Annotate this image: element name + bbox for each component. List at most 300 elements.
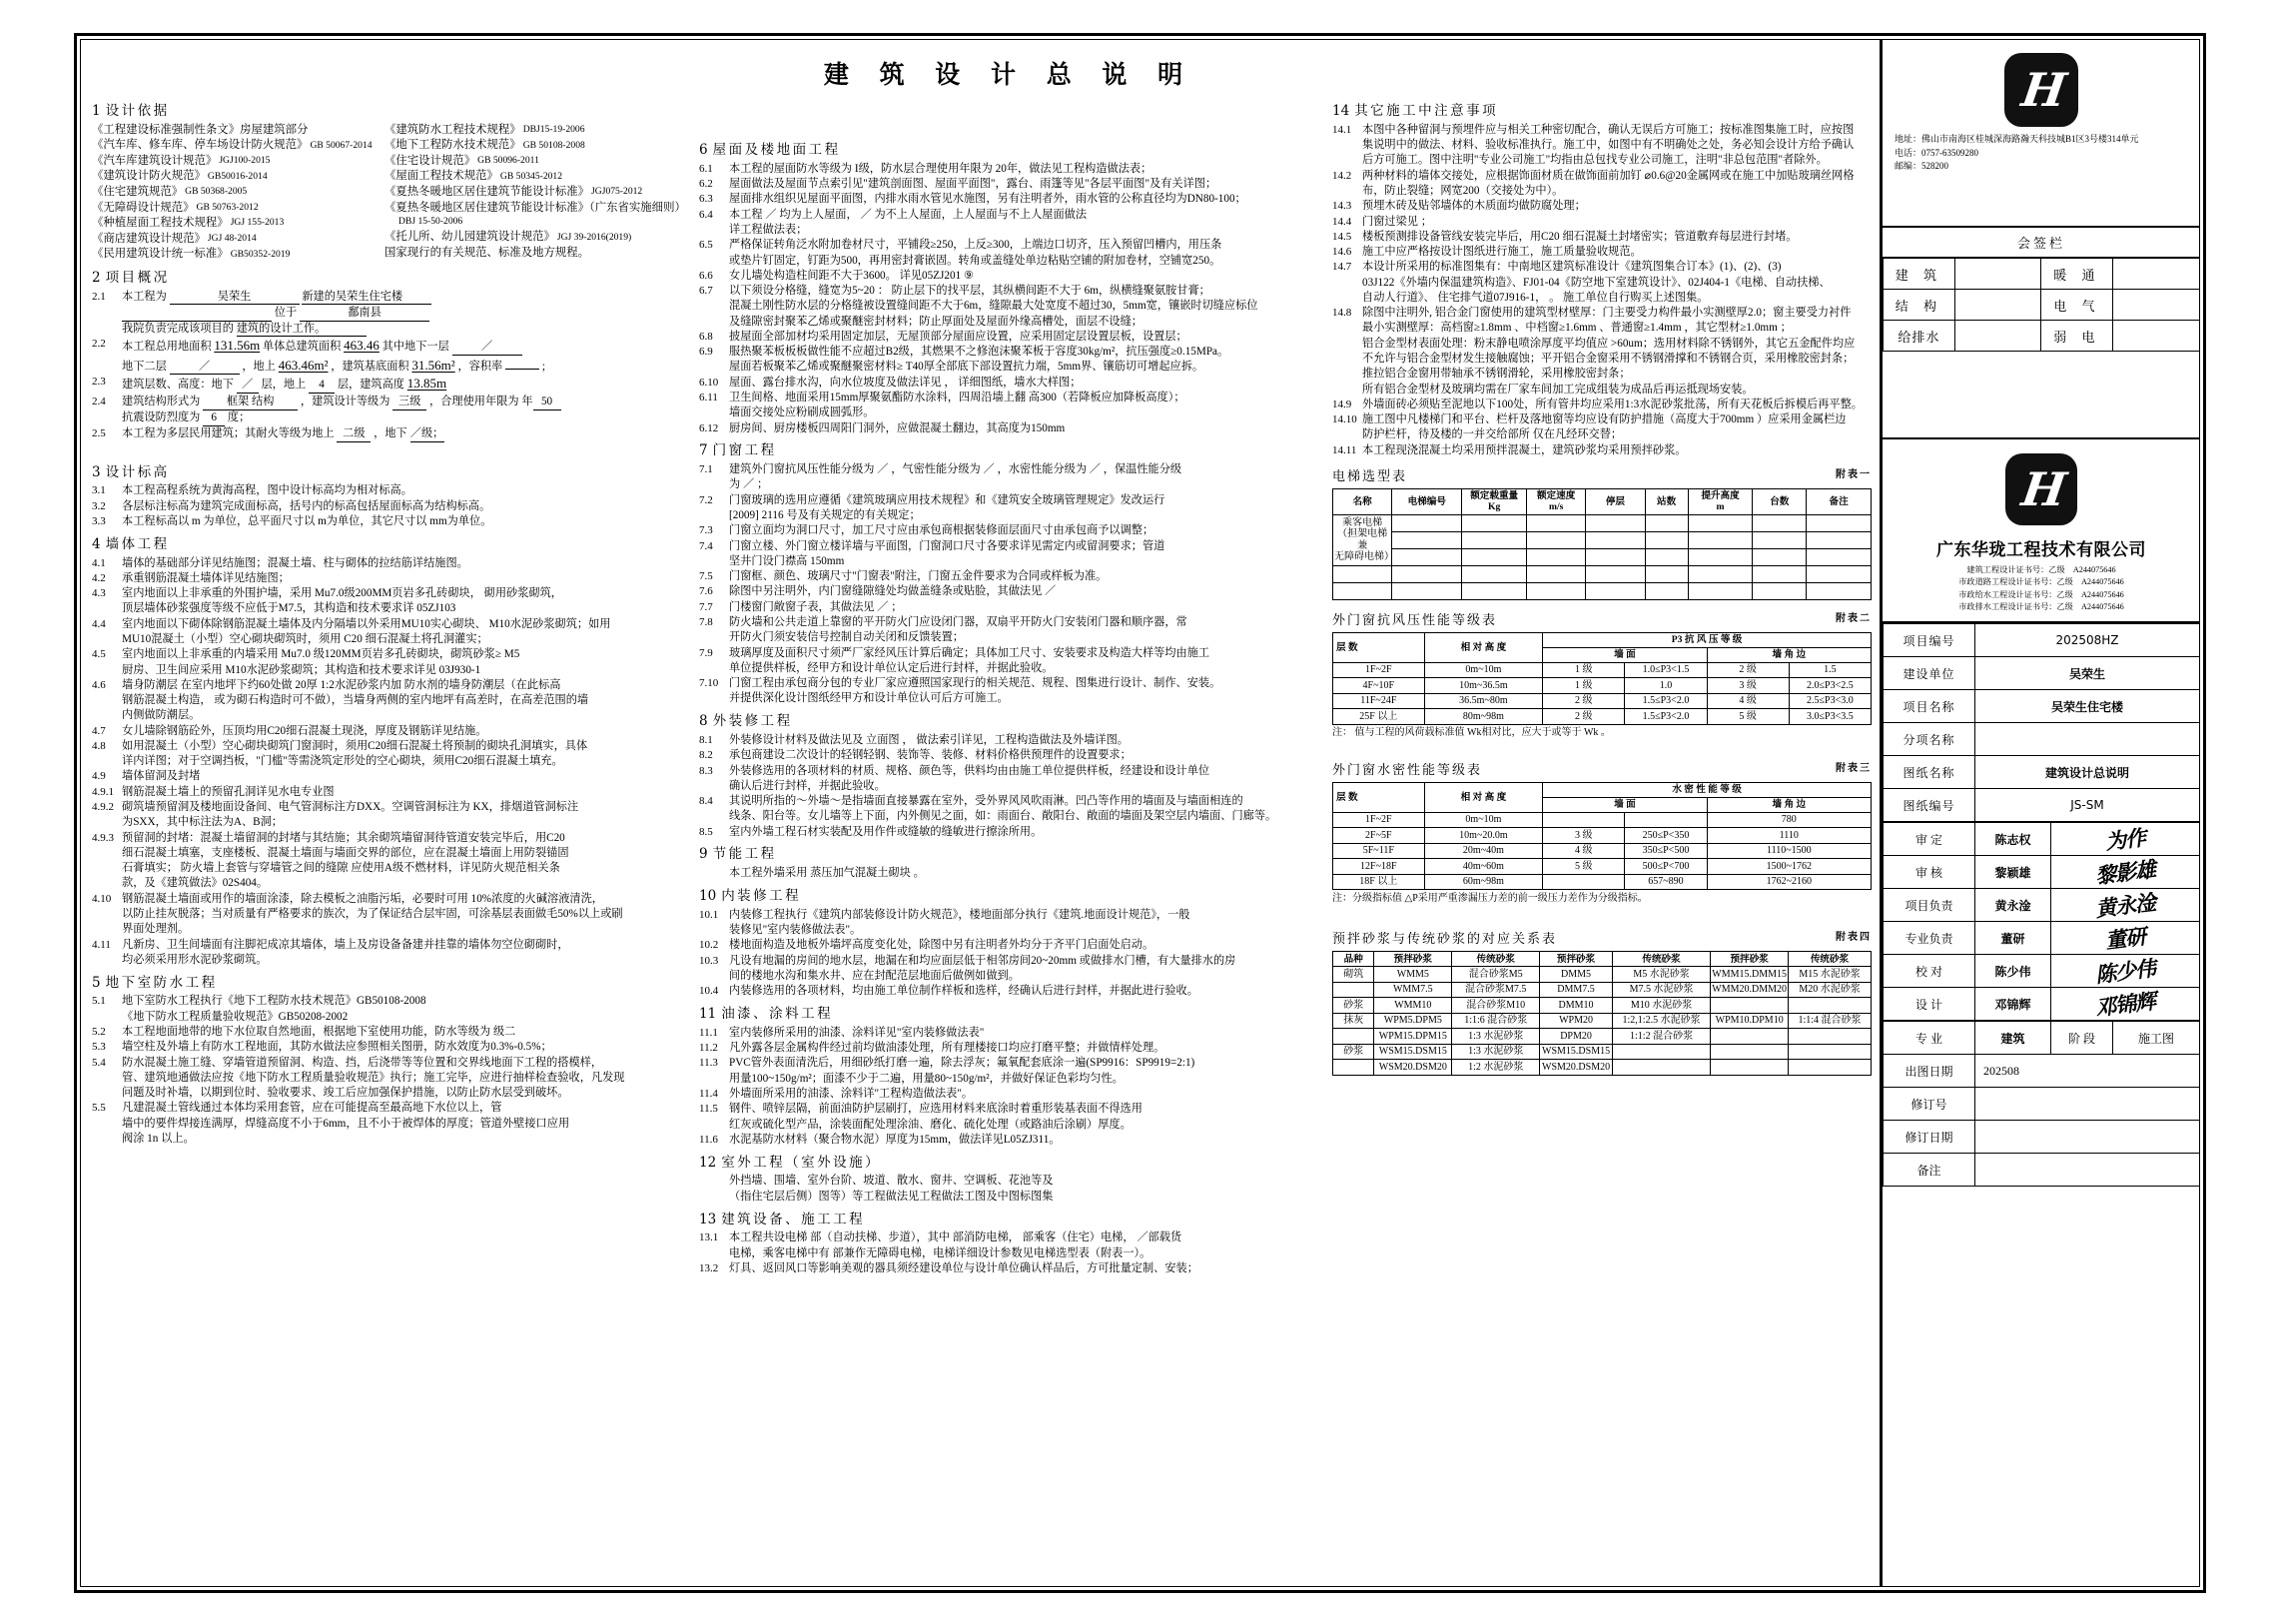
paint-list	[699, 1026, 1318, 1148]
table-cell[interactable]	[1586, 565, 1645, 582]
table-cell: 混合砂浆M10	[1452, 998, 1540, 1014]
table-cell[interactable]	[1807, 531, 1872, 548]
table-cell[interactable]	[1527, 565, 1586, 582]
list-item-text: 问题及时补墙，以期到位时、验收要求、竣工后应加强保护措施，以防止防水层受到破坏。	[122, 1087, 569, 1100]
table-cell[interactable]	[1688, 565, 1753, 582]
signature-mark[interactable]	[2051, 856, 2200, 889]
table-cell[interactable]	[1807, 548, 1872, 565]
table-cell[interactable]	[1753, 514, 1807, 531]
list-item-number: 7.4	[699, 539, 713, 552]
list-item	[1332, 184, 1872, 199]
table-cell: 5F~11F	[1333, 843, 1425, 859]
list-item-text: 本工程共设电梯 部（自动扶梯、步道），其中 部消防电梯， 部乘客（住宅）电梯， ／部载货	[729, 1231, 1182, 1244]
list-item	[92, 1101, 691, 1116]
list-item-text: 本设计所采用的标准图集有：中南地区建筑标准设计《建筑图集合订本》(1)、(2)、(3)	[1362, 261, 1782, 274]
table-header-cell: P3 抗 风 压 等 级	[1543, 632, 1872, 647]
table-row	[1333, 874, 1872, 890]
list-item	[92, 1025, 691, 1040]
list-item-text: 顶层墙体砂浆强度等级不应低于M7.5，其构造和技术要求详 05ZJ103	[122, 602, 456, 615]
table-cell: 1:1:6 混合砂浆	[1452, 1013, 1540, 1029]
elevator-table-title: 附表一 电梯选型表	[1332, 468, 1872, 484]
signature-mark[interactable]	[2051, 988, 2200, 1021]
countersign-elec-label: 电 气	[2041, 290, 2113, 321]
table-row	[1884, 756, 2200, 789]
table-row	[1333, 1044, 1872, 1060]
list-item-text: 铝合金型材表面处理：粉末静电喷涂厚度平均值应 >60um；选用材料除不锈钢外，其它五金配件均应	[1362, 337, 1856, 350]
list-item-text: 石膏填实； 防火墙上套管与穿墙管之间的缝隙 应使用A级不燃材料，详见防火规范相关条	[122, 862, 560, 875]
list-item	[699, 923, 1318, 938]
company-logo-icon: H	[2004, 53, 2078, 127]
table-cell: 1:2,1:2.5 水泥砂浆	[1612, 1013, 1710, 1029]
standard-item: DBJ 15-50-2006	[398, 216, 463, 228]
table-cell: 1.0≤P3<1.5	[1625, 662, 1707, 678]
list-item-text: 阀涂 1n 以上。	[122, 1132, 195, 1145]
table-cell[interactable]	[1807, 514, 1872, 531]
list-item-text: 03J122《外墙内保温建筑构造》、FJ01-04《防空地下室建筑设计》、02J404-1《电梯、自动扶梯、	[1362, 276, 1831, 289]
list-item	[699, 1056, 1318, 1071]
table-header-row	[1333, 632, 1872, 647]
list-item-text: 《地下防水工程质量验收规范》GB50208-2002	[122, 1010, 349, 1023]
table-cell[interactable]	[1688, 582, 1753, 599]
list-item-number: 4.9.3	[92, 831, 114, 844]
value-remark[interactable]	[1975, 1154, 2200, 1187]
signature-table	[1883, 822, 2200, 1021]
list-item	[699, 809, 1318, 824]
table-cell	[1789, 1029, 1872, 1045]
table-cell: DMM5	[1540, 967, 1613, 983]
list-item-text: 门楼窗门敞窗子表，其做法见 ／ ；	[729, 600, 903, 613]
list-item-text: 间的楼地水沟和集水井、应在封配范层地面后做例如做到。	[729, 970, 1020, 982]
stage-table	[1883, 1021, 2200, 1187]
table-row	[1884, 789, 2200, 822]
table-cell[interactable]	[1462, 582, 1527, 599]
list-item-number: 14.5	[1332, 230, 1352, 243]
signature-role-label: 审 定	[1884, 823, 1975, 856]
list-item-text: 门窗框、颜色、玻璃尺寸"门窗表"附注，门窗五金件要求为合同或样板为准。	[729, 570, 1108, 583]
list-item-number	[1332, 184, 1362, 199]
list-item-number	[1332, 291, 1362, 306]
list-item-text: 内装修工程执行《建筑内部装修设计防火规范》，楼地面部分执行《建筑.地面设计规范》，一般	[729, 908, 1190, 921]
table-row	[1884, 321, 2200, 352]
list-item	[699, 600, 1318, 615]
table-row	[1884, 290, 2200, 321]
list-item	[1332, 367, 1872, 382]
table-cell	[1711, 1029, 1789, 1045]
handwritten-signature-icon: 董研	[2103, 923, 2147, 954]
table-cell[interactable]	[1462, 514, 1527, 531]
list-item-text: 以下须设分格缝，缝宽为5~20 ： 防止层下的找平层，其纵横间距不大于 6m，纵横缝聚氨胺甘膏；	[729, 285, 1210, 298]
list-item	[699, 1041, 1318, 1056]
list-item	[699, 192, 1318, 207]
list-item-text: 屋面、露台排水沟，向水位坡度及做法详见 ， 详细图纸，墙水大样图；	[729, 376, 1082, 389]
table-cell[interactable]	[1688, 548, 1753, 565]
section-heading-wall-works: 4 墙体工程	[92, 535, 170, 552]
table-cell: 2 级	[1543, 693, 1625, 709]
signature-mark[interactable]	[2051, 955, 2200, 988]
table-cell	[1711, 1044, 1789, 1060]
table-cell[interactable]	[1392, 582, 1462, 599]
table-cell[interactable]	[1753, 548, 1807, 565]
list-item	[699, 376, 1318, 391]
table-row	[1333, 859, 1872, 875]
table-cell	[1789, 1044, 1872, 1060]
table-header-cell: 品种	[1333, 952, 1374, 967]
signature-mark[interactable]	[2051, 889, 2200, 922]
table-row	[1884, 1022, 2200, 1055]
signature-name: 陈少伟	[1975, 955, 2051, 988]
list-item-text: 凡外露各层金属构件经过前均做油漆处理，所有理楼接口均应打磨平整；并做情样处理。	[729, 1042, 1165, 1055]
table-cell[interactable]	[1688, 514, 1753, 531]
standard-item: 《屋面工程技术规范》 GB 50345-2012	[384, 170, 563, 183]
table-cell[interactable]	[1753, 531, 1807, 548]
list-item-number	[1332, 321, 1362, 336]
list-item	[92, 922, 691, 937]
list-item	[92, 1040, 691, 1055]
list-item	[699, 764, 1318, 779]
list-item-text: 预埋木砖及贴邻墙体的木质面均做防腐处理；	[1362, 200, 1586, 213]
signature-name: 黄永淦	[1975, 889, 2051, 922]
standard-item: 《建筑防水工程技术规程》 DBJ15-19-2006	[384, 123, 585, 136]
list-item	[699, 866, 1318, 881]
list-item	[699, 477, 1318, 492]
mortar-correspondence-table	[1332, 951, 1872, 1076]
countersign-hvac-value[interactable]	[2113, 259, 2200, 290]
table-cell[interactable]	[1586, 514, 1645, 531]
table-row	[1333, 1060, 1872, 1076]
list-item-text: 除图中另注明外，内门窗缝隙缝处均做盖缝条或贴脸，其做法见 ／	[729, 585, 1057, 598]
list-item-text: 外墙面所采用的油漆、涂料详"工程构造做法表"。	[729, 1088, 974, 1100]
list-item-number: 8.1	[699, 734, 713, 746]
list-item	[92, 861, 691, 876]
list-item	[699, 779, 1318, 794]
table-cell: 1:1:2 混合砂浆	[1612, 1029, 1710, 1045]
handwritten-signature-icon: 黎影雄	[2093, 856, 2157, 889]
list-item-number	[699, 630, 729, 645]
table-cell[interactable]	[1392, 548, 1462, 565]
meta-key-project-name: 项目名称	[1884, 690, 1975, 723]
list-item-number: 14.4	[1332, 215, 1352, 228]
list-item-number: 7.5	[699, 570, 713, 583]
table-cell[interactable]	[1333, 582, 1392, 599]
list-item-number	[699, 315, 729, 330]
list-item	[699, 938, 1318, 953]
countersign-elec-value[interactable]	[2113, 290, 2200, 321]
list-item	[92, 739, 691, 754]
section-heading-equipment: 13 建筑设备、施工工程	[699, 1211, 866, 1227]
table-cell[interactable]	[1645, 514, 1688, 531]
table-cell[interactable]	[1586, 582, 1645, 599]
table-cell[interactable]	[1807, 565, 1872, 582]
table-cell: 18F 以上	[1333, 874, 1425, 890]
list-item-text: 并提供深化设计图纸经甲方和设计单位认可后方可施工。	[729, 692, 1009, 705]
table-row	[1884, 624, 2200, 657]
table-cell[interactable]	[1392, 514, 1462, 531]
table-cell	[1625, 812, 1707, 828]
list-item	[1332, 215, 1872, 230]
table-cell	[1543, 874, 1625, 890]
table-row	[1884, 723, 2200, 756]
list-item-number: 6.4	[699, 208, 713, 221]
table-cell[interactable]	[1462, 565, 1527, 582]
table-cell[interactable]	[1527, 531, 1586, 548]
list-item-number: 13.1	[699, 1231, 719, 1244]
table-cell: 混合砂浆M7.5	[1452, 982, 1540, 998]
table-cell: 5 级	[1707, 709, 1789, 725]
list-item-text: 除图中注明外, 铝合金门窗使用的建筑型材壁厚：门主要受力构件最小实测壁厚2.0；窗主要受力衬件	[1362, 307, 1852, 320]
table-cell: 60m~98m	[1424, 874, 1543, 890]
list-item-text: 墙体留洞及封堵	[122, 770, 201, 783]
list-item-text: 承重钢筋混凝土墙体详见结施图；	[122, 571, 290, 584]
watertight-table-note: 注：分级指标值 △P采用严重渗漏压力差的前一级压力差作为分级指标。	[1332, 892, 1648, 904]
list-item-number: 4.9.1	[92, 785, 114, 798]
table-cell: WSM15.DSM15	[1374, 1044, 1452, 1060]
standard-item: 《托儿所、幼儿园建筑设计规范》 JGJ 39-2016(2019)	[384, 231, 632, 244]
table-row	[1333, 582, 1872, 599]
firm-name: 广东华珑工程技术有限公司	[1936, 540, 2146, 560]
standards-right	[384, 123, 691, 263]
list-item-number	[92, 876, 122, 891]
table-cell[interactable]	[1586, 531, 1645, 548]
table-row	[1333, 1013, 1872, 1029]
windpressure-table-block	[1332, 612, 1872, 740]
table-cell	[1711, 1060, 1789, 1076]
list-item	[699, 1118, 1318, 1133]
table-cell: 砂浆	[1333, 998, 1374, 1014]
table-header-cell: 墙 面	[1543, 647, 1707, 662]
mortar-table-block	[1332, 931, 1872, 1076]
table-cell: 10m~20.0m	[1424, 828, 1543, 844]
list-item	[699, 508, 1318, 523]
handwritten-signature-icon: 为作	[2103, 824, 2147, 855]
list-item-number	[699, 866, 729, 881]
list-item-number	[699, 923, 729, 938]
list-item: 3.1 本工程高程系统为黄海高程，图中设计标高均为相对标高。	[92, 484, 412, 497]
table-cell[interactable]	[1753, 565, 1807, 582]
table-cell[interactable]	[1462, 531, 1527, 548]
list-item	[92, 1056, 691, 1071]
list-item-text: 混凝土刚性防水层的分格缝被设置缝间距不大于6m，缝隙最大处宽度不超过30，5mm宽，镶嵌时切缝应标位	[729, 300, 1258, 313]
list-item	[92, 754, 691, 769]
list-item-number	[699, 1118, 729, 1133]
section-heading-roof-floor: 6 屋面及楼地面工程	[699, 142, 841, 158]
list-item-text: 及缝隙密封聚苯乙烯或聚醚密封材料；防止厚面处及屋面外缘高槽处，面层不设缝；	[729, 315, 1142, 328]
table-header-cell: 传统砂浆	[1452, 952, 1540, 967]
list-item-number	[699, 1072, 729, 1087]
list-item-text: 女儿墙处构造柱间距不大于3600。 详见05ZJ201 ⑨	[729, 269, 974, 282]
section-heading-construction-notes: 14 其它施工中注意事项	[1332, 103, 1499, 119]
list-item-text: 坚井门设门襟高 150mm	[729, 554, 845, 567]
list-item-number	[1332, 367, 1362, 382]
list-item-number	[92, 815, 122, 830]
list-item	[699, 1230, 1318, 1245]
table-cell: 1500~1762	[1707, 859, 1871, 875]
meta-key-drawing-name: 图纸名称	[1884, 756, 1975, 789]
list-item	[699, 584, 1318, 599]
list-item	[699, 406, 1318, 420]
list-item-text: 本工程现浇混凝土均采用预拌混凝土，建筑砂浆均采用预拌砂浆。	[1362, 443, 1687, 456]
list-item	[1332, 306, 1872, 321]
list-item-number	[699, 691, 729, 706]
table-cell[interactable]	[1392, 565, 1462, 582]
list-item-text: 施工中应严格按设计图纸进行施工，施工质量验收规范。	[1362, 246, 1642, 259]
table-cell[interactable]	[1527, 514, 1586, 531]
table-cell: WSM20.DSM20	[1374, 1060, 1452, 1076]
value-revision-number[interactable]	[1975, 1088, 2200, 1121]
list-item-text: 室内地面以下砌体除钢筋混凝土墙体及内分隔墙以外采用MU10实心砌块、 M10水泥砂浆砌筑；如用	[122, 617, 611, 630]
list-item-number	[699, 223, 729, 238]
table-header-cell: 相 对 高 度	[1424, 782, 1543, 812]
table-cell[interactable]	[1688, 531, 1753, 548]
list-item-text: 墙身防潮层 在室内地坪下约60处做 20厚 1:2水泥砂浆内加 防水剂的墙身防潮层（在此标高	[122, 678, 561, 691]
signature-role-label: 项目负责	[1884, 889, 1975, 922]
overview-2-5: 2.5 本工程为多层民用建筑；其耐火等级为地上 二级 ，地下 ／级；	[92, 426, 691, 442]
list-item-number: 6.9	[699, 346, 713, 359]
column-two	[699, 96, 1318, 1276]
list-item-number: 5.3	[92, 1041, 106, 1054]
list-item-text: 施工图中凡楼梯门和平台、栏杆及落地窗等均应设有防护措施（高度大于700mm ）应采用金属栏边	[1362, 413, 1847, 426]
list-item	[699, 254, 1318, 269]
signature-mark[interactable]	[2051, 823, 2200, 856]
list-item-number: 7.3	[699, 524, 713, 537]
list-item-number: 8.4	[699, 795, 713, 808]
countersign-struct-value[interactable]	[1954, 290, 2041, 321]
list-item	[1332, 427, 1872, 442]
standard-item: 《无障碍设计规范》 GB 50763-2012	[92, 201, 259, 214]
table-cell[interactable]	[1527, 582, 1586, 599]
list-item-number	[92, 601, 122, 616]
section-heading-design-levels: 3 设计标高	[92, 463, 170, 480]
list-item-text: 防火墙和公共走道上靠窗的平开防火门应设闭门器，双扇平开防火门安装闭门器和顺序器，常	[729, 616, 1187, 628]
signature-mark[interactable]	[2051, 922, 2200, 955]
overview-2-4b: 抗震设防烈度为 6 度；	[122, 410, 691, 426]
table-cell: 1.5≤P3<2.0	[1625, 693, 1707, 709]
table-cell[interactable]	[1645, 531, 1688, 548]
list-item-text: 凡建混凝土管线通过本体均采用套管，应在可能提高至最高地下水位以上，管	[122, 1102, 502, 1115]
list-item-number: 7.2	[699, 493, 713, 506]
basement-waterproof-list	[92, 994, 691, 1146]
section-heading-exterior-finish: 8 外装修工程	[699, 713, 793, 730]
list-item-text: 两种材料的墙体交接处，应根据饰面材质在做饰面前加钉 ⌀0.6@20金属网或在施工中加贴玻璃丝网格	[1362, 169, 1855, 182]
list-item	[1332, 383, 1872, 398]
table-cell: 2 级	[1543, 709, 1625, 725]
table-cell: 1:3 水泥砂浆	[1452, 1029, 1540, 1045]
list-item	[92, 1132, 691, 1147]
list-item	[699, 954, 1318, 969]
page-title: 建 筑 设 计 总 说 明	[823, 60, 1194, 89]
table-row	[1884, 889, 2200, 922]
table-cell: M20 水泥砂浆	[1789, 982, 1872, 998]
elevator-selection-table	[1332, 488, 1872, 600]
project-meta-table	[1883, 623, 2200, 822]
list-item-text: 建筑外门窗抗风压性能分级为 ／ ，气密性能分级为 ／ ，水密性能分级为 ／ ，保温性能分级	[729, 463, 1182, 476]
list-item-text: 如用混凝土（小型）空心砌块砌筑门窗洞时，须用C20细石混凝土将预制的砌块孔洞填实，具体	[122, 739, 588, 752]
list-item	[92, 953, 691, 968]
table-cell[interactable]	[1392, 531, 1462, 548]
table-cell[interactable]	[1586, 548, 1645, 565]
list-item-text: 屋面排水组织见屋面平面图，内排水雨水管见水施图，另有注明者外，雨水管的公称直径均为DN80-100；	[729, 193, 1246, 206]
list-item: 3.3 本工程标高以 m 为单位，总平面尺寸以 m为单位，其它尺寸以 mm为单位。	[92, 514, 492, 527]
table-row	[1333, 843, 1872, 859]
list-item-number: 6.2	[699, 178, 713, 191]
signature-role-label: 专业负责	[1884, 922, 1975, 955]
overview-2-2: 2.2 本工程总用地面积 131.56m 单体总建筑面积 463.46 其中地下一层 ／	[92, 337, 691, 356]
value-stage: 施工图	[2113, 1022, 2200, 1055]
list-item-number: 14.2	[1332, 169, 1352, 182]
list-item-number: 8.2	[699, 749, 713, 762]
list-item	[699, 523, 1318, 538]
label-revision-date: 修订日期	[1884, 1121, 1975, 1154]
list-item-text: 本工程 ／ 均为上人屋面， ／ 为不上人屋面，上人屋面与不上人屋面做法	[729, 208, 1088, 221]
list-item	[699, 984, 1318, 999]
elevator-table-block	[1332, 468, 1872, 600]
handwritten-signature-icon: 邓锦辉	[2093, 988, 2157, 1021]
list-item-text: 屋面若板聚苯乙烯或聚醚聚密材料≥ T40厚全部底下部设置抗力端，5mm界、镶筋切可增起应拆。	[729, 361, 1204, 374]
table-header-cell: 台数	[1753, 488, 1807, 514]
list-item	[699, 330, 1318, 345]
list-item-number: 4.9	[92, 770, 106, 783]
list-item	[699, 360, 1318, 375]
list-item-number: 14.11	[1332, 443, 1357, 456]
list-item	[1332, 123, 1872, 138]
list-item-number	[92, 632, 122, 647]
table-cell[interactable]	[1807, 582, 1872, 599]
list-item-number: 14.3	[1332, 200, 1352, 213]
list-item-number	[1332, 352, 1362, 367]
countersign-plumb-value[interactable]	[1954, 321, 2041, 352]
list-item-text: 用量100~150g/m²；面漆不少于二遍，用量80~150g/m²，并做好保证色彩均匀性。	[729, 1072, 1124, 1085]
table-cell[interactable]	[1462, 548, 1527, 565]
section-heading-basement-waterproof: 5 地下室防水工程	[92, 974, 218, 991]
table-cell[interactable]	[1753, 582, 1807, 599]
list-item-number: 7.10	[699, 677, 719, 690]
value-revision-date[interactable]	[1975, 1121, 2200, 1154]
countersign-weakcurrent-value[interactable]	[2113, 321, 2200, 352]
list-item-number: 4.5	[92, 648, 106, 661]
table-cell: 4 级	[1543, 843, 1625, 859]
list-item-text: 水泥基防水材料（聚合物水泥）厚度为15mm，做法详见L05ZJ311。	[729, 1133, 1061, 1146]
list-item	[1332, 443, 1872, 458]
table-cell[interactable]	[1645, 565, 1688, 582]
table-cell[interactable]	[1645, 582, 1688, 599]
list-item	[699, 691, 1318, 706]
list-item	[92, 678, 691, 693]
standard-item: 《夏热冬暖地区居住建筑节能设计标准》 JGJ075-2012	[384, 186, 643, 198]
table-header-cell: 墙 角 边	[1707, 797, 1871, 812]
overview-2-2b: 地下二层 ／ ，地上 463.46m² ，建筑基底面积 31.56m² ，容积率 ;	[122, 357, 691, 376]
list-item	[699, 825, 1318, 840]
table-header-cell: 预拌砂浆	[1540, 952, 1613, 967]
standard-item: 《种植屋面工程技术规程》 JGJ 155-2013	[92, 217, 285, 230]
table-cell: 1.5	[1789, 662, 1871, 678]
list-item	[1332, 352, 1872, 367]
list-item-text: 布，防止裂缝；网宽200（交接处为中）。	[1362, 184, 1564, 197]
table-cell[interactable]	[1333, 565, 1392, 582]
countersign-arch-value[interactable]	[1954, 259, 2041, 290]
table-cell: M15 水泥砂浆	[1789, 967, 1872, 983]
table-row	[1884, 1121, 2200, 1154]
table-cell[interactable]	[1645, 548, 1688, 565]
table-header-cell: 相 对 高 度	[1424, 632, 1543, 662]
table-cell[interactable]	[1527, 548, 1586, 565]
table-cell: 1F~2F	[1333, 812, 1425, 828]
list-item	[92, 586, 691, 601]
table-row	[1333, 678, 1872, 694]
company-logo-header	[1883, 53, 2200, 228]
list-item-number: 6.10	[699, 376, 719, 389]
title-block	[1883, 39, 2200, 1587]
list-item	[92, 907, 691, 922]
table-cell: 2.5≤P3<3.0	[1789, 693, 1871, 709]
